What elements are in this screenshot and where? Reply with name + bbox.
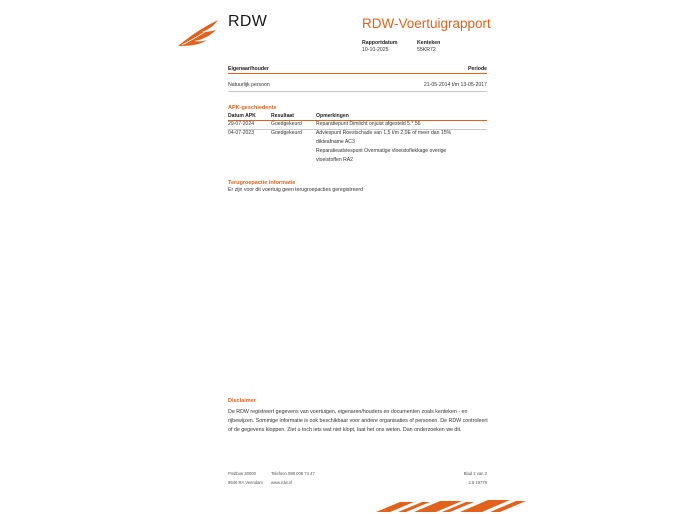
owner-column-label: Eigenaar/houder	[228, 66, 269, 72]
owner-bottom-divider	[228, 91, 487, 92]
owner-value: Natuurlijk persoon	[228, 82, 270, 88]
apk-row-2-date: 04-07-2023	[228, 130, 255, 136]
disclaimer-title: Disclaimer	[228, 398, 256, 404]
rapportdatum-value: 10-10-2025	[362, 47, 389, 53]
apk-col-result: Resultaat	[271, 113, 294, 119]
apk-row-1-result: Goedgekeurd	[271, 121, 302, 127]
apk-row-1-remark: Reparatiepunt Dimlicht onjuist afgesteld 5.*.56	[316, 121, 421, 127]
apk-row-2-remark-line: Adviespunt Roestschade van 1,5 t/m 2,0E of meer dan 15%	[316, 130, 452, 136]
apk-col-remarks: Opmerkingen	[316, 113, 349, 119]
footer-page: Blad 2 van 3	[463, 471, 487, 476]
footer-city: 9640 RA Veendam	[228, 480, 263, 485]
footer-postbus: Postbus 30000	[228, 471, 256, 476]
apk-row-1-date: 29-07-2024	[228, 121, 255, 127]
apk-row-2-remark-line: vloeistoffen RA2	[316, 157, 353, 163]
period-column-label: Periode	[467, 66, 487, 72]
kenteken-value: 55KR72	[417, 47, 436, 53]
rapportdatum-label: Rapportdatum	[362, 40, 398, 46]
report-title: RDW-Voertuigrapport	[362, 16, 491, 31]
owner-period: 21-05-2014 t/m 13-05-2017	[423, 82, 487, 88]
footer-code: 2.6 19778	[468, 480, 487, 485]
recall-text: Er zijn voor dit voertuig geen terugroepacties geregistreerd	[228, 187, 363, 193]
apk-row-2-remark-line: Reparatieadviespunt Overmatige vloeistoflekkage overige	[316, 148, 447, 154]
apk-row-2-remark-line: dikteafname AC3	[316, 139, 355, 145]
apk-col-date: Datum APK	[228, 113, 256, 119]
apk-row-2-result: Goedgekeurd	[271, 130, 302, 136]
kenteken-label: Kenteken	[417, 40, 441, 46]
disclaimer-text: De RDW registreert gegevens van voertuigen, eigenaren/houders en documenten zoals kenteken - en rijbewijzen. Sommige informatie is ook beschikbaar voor andere organisaties of personen. De RDW controleert of de gegevens kloppen. Ziet u toch iets wat niet klopt, laat het ons weten. Dan onderzoeken we dit.	[228, 409, 488, 434]
logo-text: RDW	[228, 13, 268, 30]
recall-section-title: Terugroepactie informatie	[228, 180, 296, 186]
owner-divider	[228, 73, 487, 74]
footer-stripes-decoration	[370, 498, 530, 514]
apk-section-title: APK-geschiedenis	[228, 105, 277, 111]
footer-phone: Telefoon 088 008 74 47	[271, 471, 315, 476]
rdw-logo-icon	[176, 18, 224, 48]
footer-web: www.rdw.nl	[271, 480, 292, 485]
